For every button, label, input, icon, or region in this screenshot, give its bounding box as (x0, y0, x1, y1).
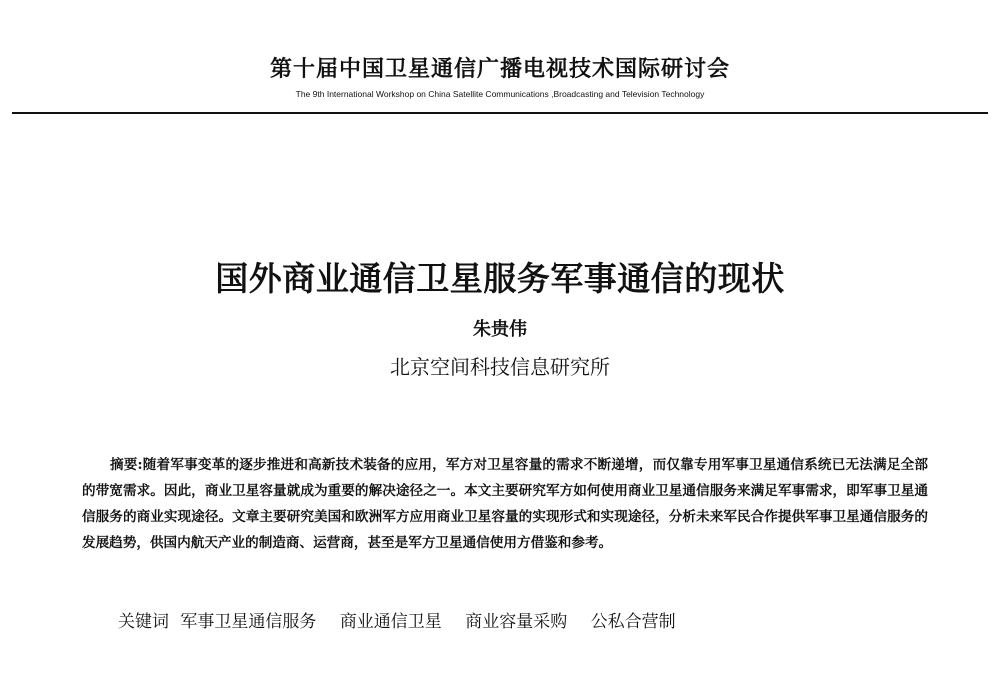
paper-title: 国外商业通信卫星服务军事通信的现状 (215, 259, 785, 298)
conference-title-en: The 9th International Workshop on China Satellite Communications ,Broadcasting and Television Technology (295, 89, 705, 99)
author-affiliation: 北京空间科技信息研究所 (390, 355, 610, 379)
keyword-term: 商业通信卫星 (339, 612, 442, 632)
header-divider (12, 112, 988, 114)
keyword-term: 商业容量采购 (465, 612, 568, 632)
abstract-label: 摘要: (110, 457, 143, 473)
keywords-label: 关键词 (118, 612, 169, 632)
conference-title-cn: 第十届中国卫星通信广播电视技术国际研讨会 (269, 57, 730, 82)
author-name: 朱贵伟 (473, 319, 527, 340)
keyword-term: 公私合营制 (590, 612, 676, 632)
keywords (118, 607, 676, 632)
keyword-term: 军事卫星通信服务 (180, 612, 317, 632)
abstract (82, 452, 928, 556)
abstract-text: 随着军事变革的逐步推进和高新技术装备的应用，军方对卫星容量的需求不断递增，而仅靠专用军事卫星通信系统已无法满足全部的带宽需求。因此，商业卫星容量就成为重要的解决途径之一。本文主要研究军方如何使用商业卫星通信服务来满足军事需求，即军事卫星通信服务的商业实现途径。文章主要研究美国和欧洲军方应用商业卫星容量的实现形式和实现途径，分析未来军民合作提供军事卫星通信服务的发展趋势，供国内航天产业的制造商、运营商，甚至是军方卫星通信使用方借鉴和参考。 (82, 457, 928, 551)
